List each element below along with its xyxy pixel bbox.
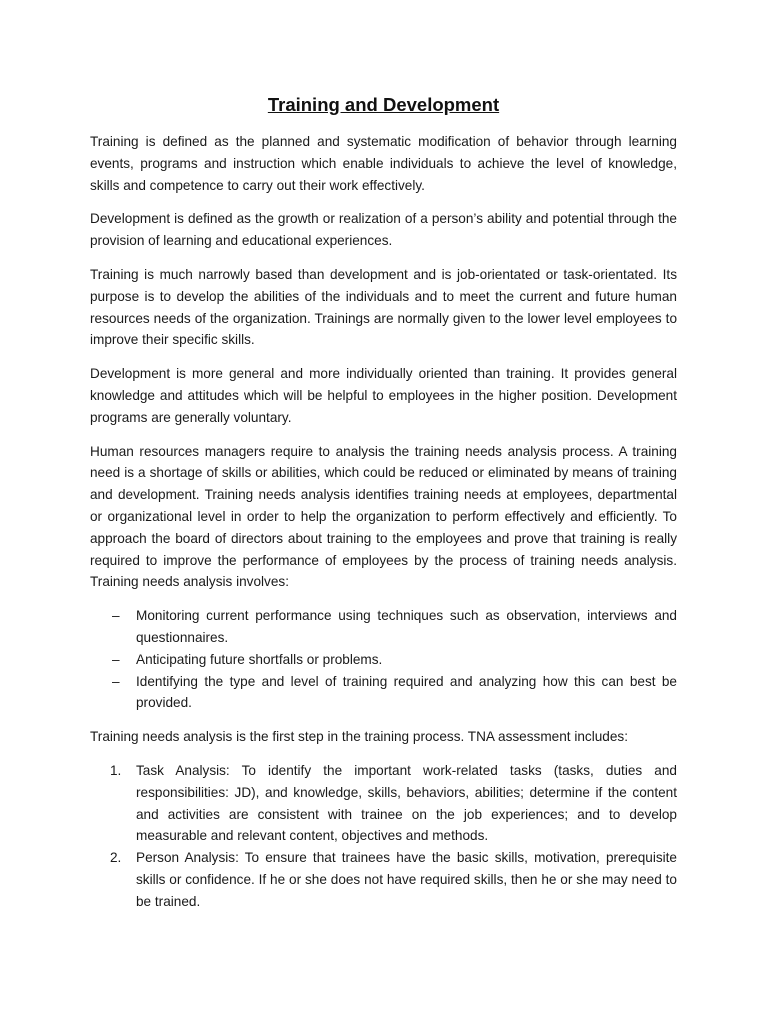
- list-item: [90, 605, 677, 649]
- paragraph-training-scope: Training is much narrowly based than development and is job-orientated or task-orientated. Its purpose is to develop the abilities of the individuals and to meet the current and future human resources needs of the organization. Trainings are normally given to the lower level employees to improve their specific skills.: [90, 266, 677, 348]
- list-item-text: Person Analysis: To ensure that trainees have the basic skills, motivation, prerequisite skills or confidence. If he or she does not have required skills, then he or she may need to be trained.: [136, 850, 677, 909]
- number-marker: 2.: [110, 850, 122, 866]
- list-item-text: Monitoring current performance using techniques such as observation, interviews and questionnaires.: [136, 608, 677, 645]
- dash-marker: –: [112, 608, 120, 624]
- paragraph-development-scope: Development is more general and more individually oriented than training. It provides general knowledge and attitudes which will be helpful to employees in the higher position. Development programs are generally voluntary.: [90, 366, 677, 425]
- paragraph-training-needs-analysis: Human resources managers require to analysis the training needs analysis process. A training need is a shortage of skills or abilities, which could be reduced or eliminated by means of training and development. Training needs analysis identifies training needs at employees, departmental or organizational level in order to help the organization to perform effectively and efficiently. To approach the board of directors about training to the employees and prove that training is really required to improve the performance of employees by the process of training needs analysis. Training needs analysis involves:: [90, 443, 677, 590]
- paragraph-tna-intro: Training needs analysis is the first step in the training process. TNA assessment includes:: [90, 729, 628, 745]
- tna-assessment-list: [90, 760, 677, 913]
- number-marker: 1.: [110, 762, 122, 778]
- paragraph-training-definition: Training is defined as the planned and systematic modification of behavior through learning events, programs and instruction which enable individuals to achieve the level of knowledge, skills and competence to carry out their work effectively.: [90, 134, 677, 193]
- list-item: [90, 847, 677, 912]
- dash-marker: –: [112, 673, 120, 689]
- dash-marker: –: [112, 651, 120, 667]
- list-item-text: Task Analysis: To identify the important work-related tasks (tasks, duties and responsibilities: JD), and knowledge, skills, behaviors, abilities; determine if the content and activities are consistent with trainee on the job experiences; and to develop measurable and relevant content, objectives and methods.: [136, 762, 677, 844]
- list-item-text: Anticipating future shortfalls or problems.: [136, 651, 383, 667]
- paragraph-development-definition: Development is defined as the growth or realization of a person’s ability and potential through the provision of learning and educational experiences.: [90, 211, 677, 249]
- list-item: [90, 649, 677, 671]
- list-item: [90, 760, 677, 847]
- tna-involves-list: [90, 605, 677, 714]
- document-title: Training and Development: [267, 94, 500, 115]
- list-item: [90, 671, 677, 715]
- list-item-text: Identifying the type and level of training required and analyzing how this can best be provided.: [136, 673, 677, 711]
- document-body: [90, 93, 677, 925]
